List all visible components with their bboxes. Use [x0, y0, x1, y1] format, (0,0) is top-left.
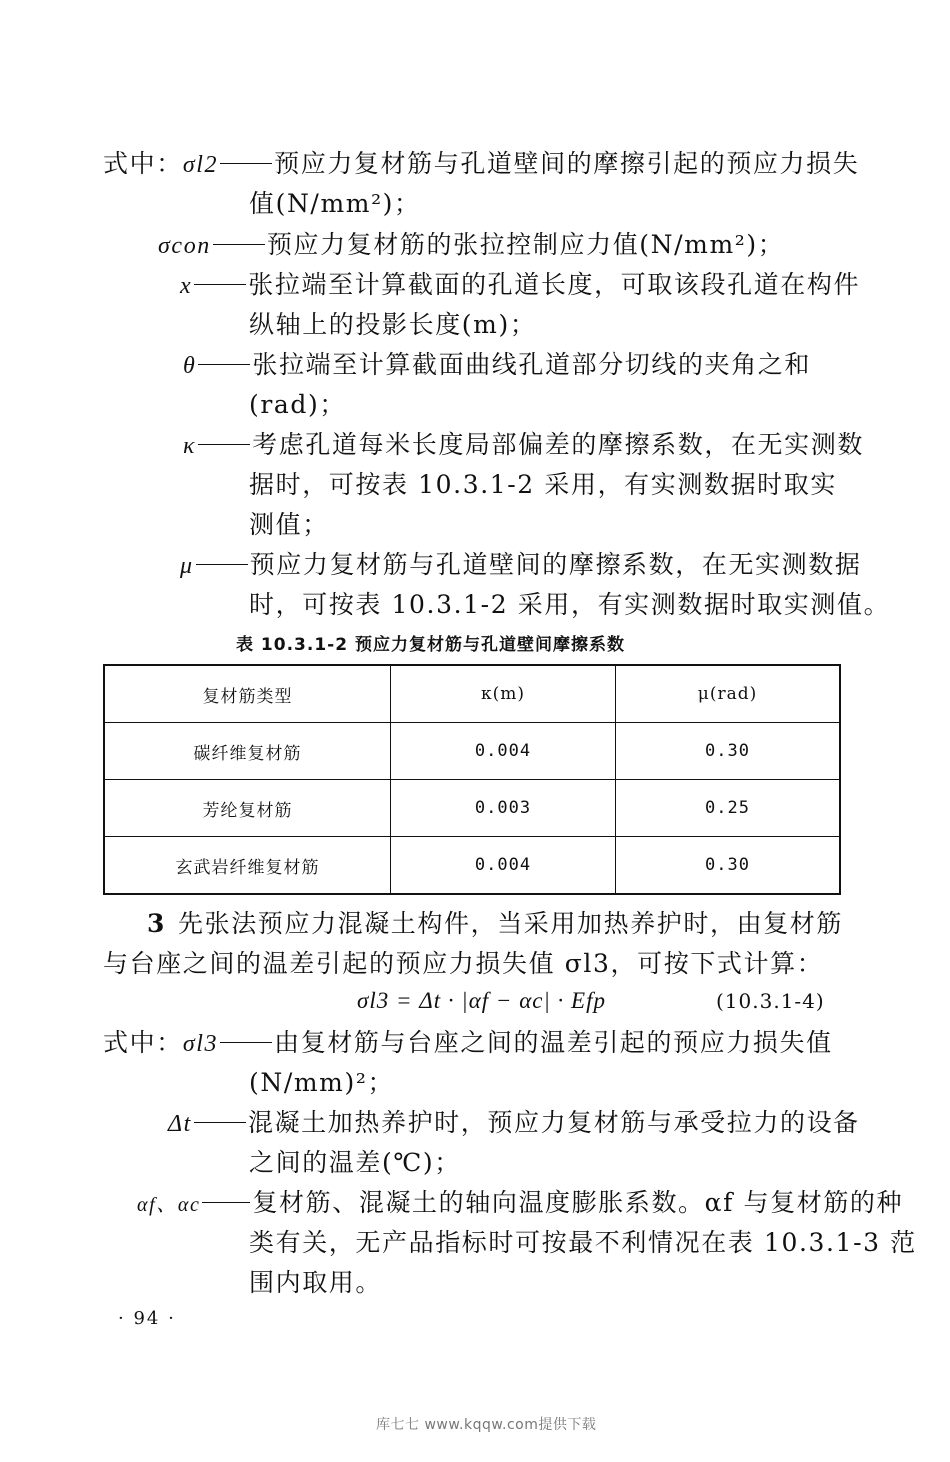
- def-line: 预应力复材筋的张拉控制应力值(N/mm²)；: [266, 230, 785, 259]
- table-caption: 表 10.3.1-2 预应力复材筋与孔道壁间摩擦系数: [236, 635, 625, 655]
- download-footer: 库七七 www.kqqw.com提供下载: [376, 1417, 597, 1433]
- formula-number: (10.3.1-4): [716, 989, 825, 1013]
- def-line: 张拉端至计算截面曲线孔道部分切线的夹角之和: [252, 350, 811, 379]
- symbol-alpha: αf、αc: [137, 1194, 201, 1216]
- symbol-sigma-l3: σl3: [182, 1031, 219, 1057]
- def-line: 张拉端至计算截面的孔道长度，可取该段孔道在构件: [248, 270, 861, 299]
- em-dash: [198, 364, 250, 365]
- em-dash: [220, 163, 272, 164]
- def-line: 值(N/mm²)；: [249, 189, 421, 218]
- header-cell: κ(m): [391, 665, 616, 723]
- table-cell: 芳纶复材筋: [104, 780, 391, 837]
- paragraph-line: 与台座之间的温差引起的预应力损失值 σl3，可按下式计算：: [103, 949, 824, 978]
- table-cell: 0.003: [391, 780, 616, 837]
- friction-table: [103, 664, 841, 895]
- em-dash: [196, 564, 248, 565]
- symbol-sigma-l2: σl2: [182, 152, 219, 178]
- em-dash: [194, 284, 246, 285]
- page-number: · 94 ·: [118, 1308, 176, 1329]
- table-row: [104, 780, 840, 837]
- table-cell: 玄武岩纤维复材筋: [104, 837, 391, 895]
- table-cell: 0.004: [391, 837, 616, 895]
- header-cell: μ(rad): [616, 665, 841, 723]
- where-label: 式中：: [103, 149, 183, 178]
- def-line: 混凝土加热养护时，预应力复材筋与承受拉力的设备: [247, 1108, 860, 1137]
- def-line: 围内取用。: [249, 1268, 383, 1297]
- def-line: 复材筋、混凝土的轴向温度膨胀系数。αf 与复材筋的种: [252, 1188, 904, 1217]
- symbol-mu: μ: [180, 553, 194, 579]
- symbol-delta-t: Δt: [168, 1111, 192, 1137]
- table-row: [104, 723, 840, 780]
- def-line: (N/mm)²；: [249, 1068, 395, 1097]
- def-line: 类有关，无产品指标时可按最不利情况在表 10.3.1-3 范: [249, 1228, 917, 1257]
- def-line: 时，可按表 10.3.1-2 采用，有实测数据时取实测值。: [249, 590, 891, 619]
- table-cell: 碳纤维复材筋: [104, 723, 391, 780]
- def-line: 预应力复材筋与孔道壁间的摩擦引起的预应力损失: [274, 149, 860, 178]
- def-line: 据时，可按表 10.3.1-2 采用，有实测数据时取实: [249, 470, 837, 499]
- table-cell: 0.30: [616, 837, 841, 895]
- em-dash: [194, 1122, 246, 1123]
- em-dash: [198, 444, 250, 445]
- header-cell: 复材筋类型: [104, 665, 391, 723]
- def-line: 之间的温差(℃)；: [249, 1148, 461, 1177]
- def-line: (rad)；: [249, 390, 346, 419]
- def-line: 纵轴上的投影长度(m)；: [249, 310, 537, 339]
- em-dash: [220, 1042, 272, 1043]
- table-cell: 0.004: [391, 723, 616, 780]
- em-dash: [202, 1202, 250, 1203]
- table-cell: 0.30: [616, 723, 841, 780]
- table-row: [104, 837, 840, 895]
- where-label: 式中：: [103, 1028, 183, 1057]
- table-header-row: [104, 665, 840, 723]
- formula: σl3 = Δt · |αf − αc| · Efp: [357, 988, 606, 1013]
- em-dash: [213, 244, 265, 245]
- def-line: 由复材筋与台座之间的温差引起的预应力损失值: [274, 1028, 833, 1057]
- symbol-sigma-con: σcon: [158, 233, 211, 259]
- def-line: 测值；: [249, 510, 329, 539]
- item-number: 3: [147, 909, 166, 938]
- def-line: 考虑孔道每米长度局部偏差的摩擦系数，在无实测数: [252, 430, 864, 459]
- symbol-x: x: [180, 273, 193, 299]
- symbol-theta: θ: [183, 353, 197, 379]
- paragraph-line: 先张法预应力混凝土构件，当采用加热养护时，由复材筋: [178, 909, 844, 938]
- table-cell: 0.25: [616, 780, 841, 837]
- def-line: 预应力复材筋与孔道壁间的摩擦系数，在无实测数据: [249, 550, 862, 579]
- symbol-kappa: κ: [183, 433, 197, 459]
